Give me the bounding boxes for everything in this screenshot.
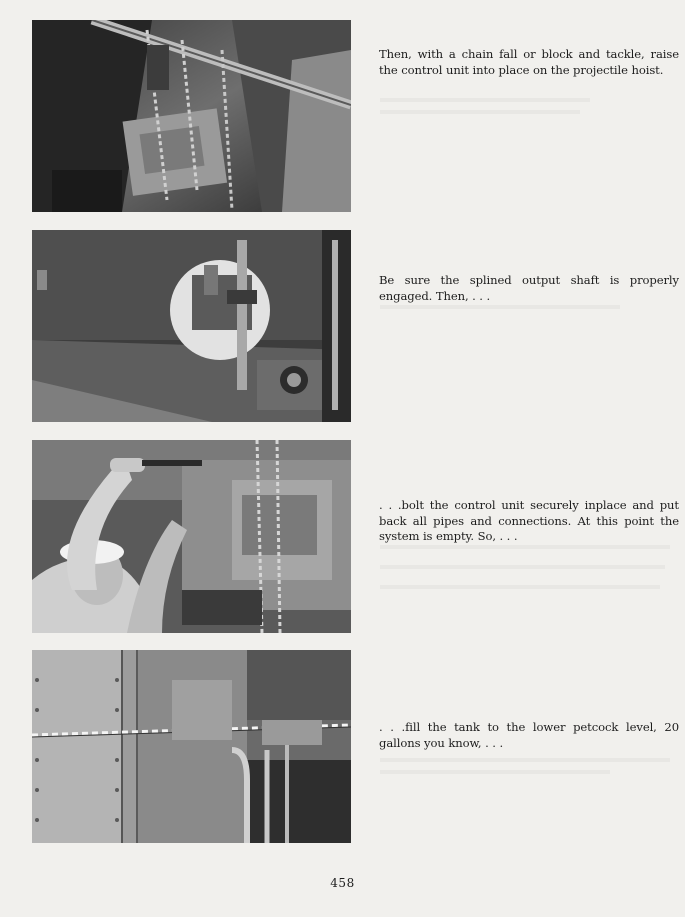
show-through-mark bbox=[380, 758, 670, 762]
show-through-mark bbox=[380, 98, 590, 102]
photo-sailor-bolting-unit bbox=[32, 440, 351, 633]
photo-tank-petcock bbox=[32, 650, 351, 843]
photo-splined-output-shaft bbox=[32, 230, 351, 422]
page-number: 458 bbox=[330, 876, 355, 890]
caption-bolt-control-unit: . . .bolt the control unit securely inplace and put back all pipes and connections. At this point the system is empty. So, . . . bbox=[379, 498, 679, 543]
show-through-mark bbox=[380, 305, 620, 309]
show-through-mark bbox=[380, 110, 580, 114]
caption-fill-tank: . . .fill the tank to the lower petcock level, 20 gallons you know, . . . bbox=[379, 720, 679, 750]
caption-splined-shaft: Be sure the splined output shaft is properly engaged. Then, . . . bbox=[379, 273, 679, 303]
show-through-mark bbox=[380, 565, 665, 569]
show-through-mark bbox=[380, 545, 670, 549]
caption-chain-fall: Then, with a chain fall or block and tackle, raise the control unit into place on the projectile hoist. bbox=[379, 47, 679, 77]
show-through-mark bbox=[380, 585, 660, 589]
photo-chain-fall-lift bbox=[32, 20, 351, 212]
show-through-mark bbox=[380, 770, 610, 774]
